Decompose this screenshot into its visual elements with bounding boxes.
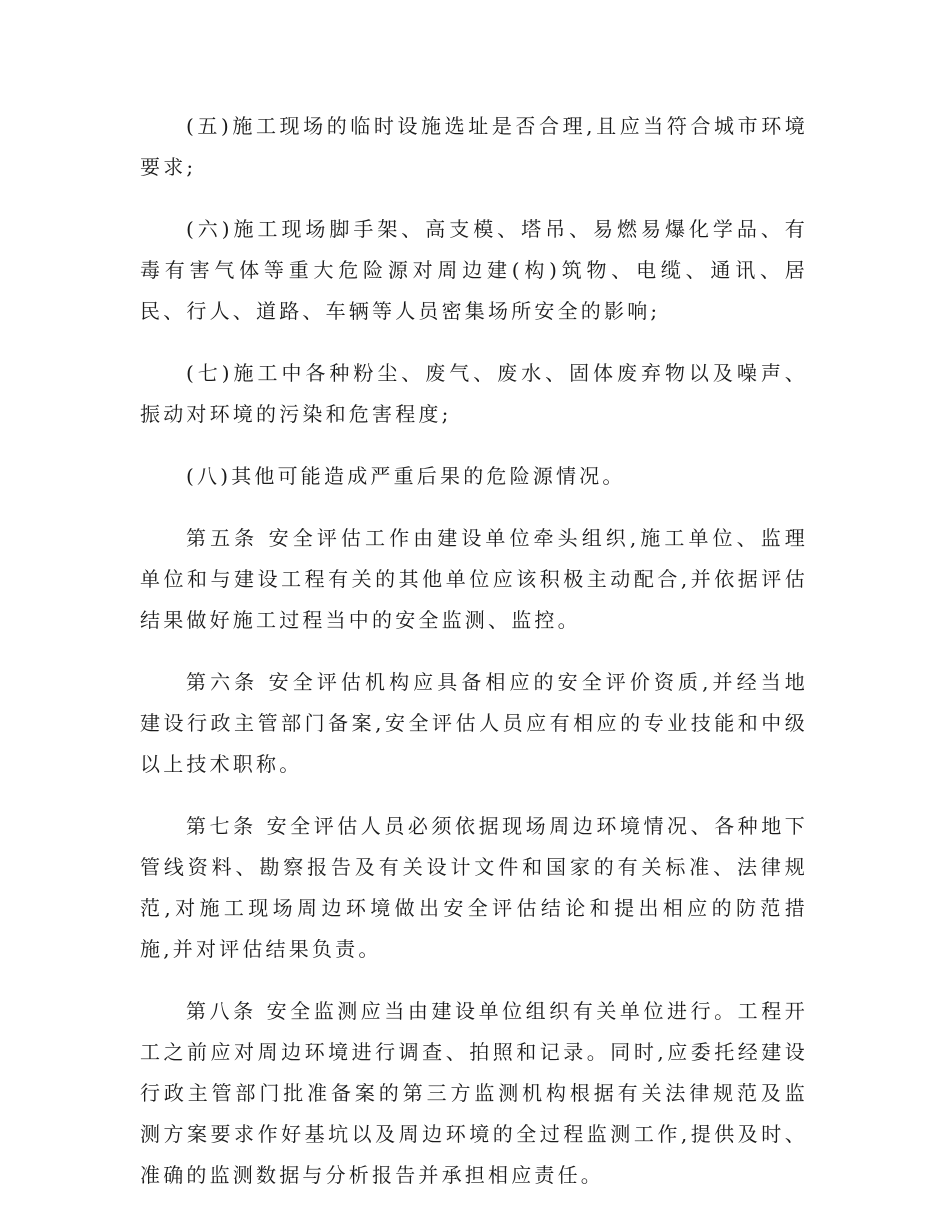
article-7-paragraph: 第七条 安全评估人员必须依据现场周边环境情况、各种地下管线资料、勘察报告及有关设计文件和国家的有关标准、法律规范,对施工现场周边环境做出安全评估结论和提出相应的防范措施,并对评估结果负责。	[140, 814, 808, 961]
article-8-paragraph: 第八条 安全监测应当由建设单位组织有关单位进行。工程开工之前应对周边环境进行调查、拍照和记录。同时,应委托经建设行政主管部门批准备案的第三方监测机构根据有关法律规范及监测方案要求作好基坑以及周边环境的全过程监测工作,提供及时、准确的监测数据与分析报告并承担相应责任。	[140, 999, 808, 1187]
paragraph-item-6: (六)施工现场脚手架、高支模、塔吊、易燃易爆化学品、有毒有害气体等重大危险源对周边建(构)筑物、电缆、通讯、居民、行人、道路、车辆等人员密集场所安全的影响;	[140, 217, 808, 323]
paragraph-item-7: (七)施工中各种粉尘、废气、废水、固体废弃物以及噪声、振动对环境的污染和危害程度;	[140, 361, 808, 426]
paragraph-item-8: (八)其他可能造成严重后果的危险源情况。	[186, 464, 626, 488]
document-body	[140, 106, 808, 1217]
paragraph-item-5: (五)施工现场的临时设施选址是否合理,且应当符合城市环境要求;	[140, 114, 808, 179]
article-6-paragraph: 第六条 安全评估机构应具备相应的安全评价资质,并经当地建设行政主管部门备案,安全评估人员应有相应的专业技能和中级以上技术职称。	[140, 670, 808, 776]
article-5-paragraph: 第五条 安全评估工作由建设单位牵头组织,施工单位、监理单位和与建设工程有关的其他单位应该积极主动配合,并依据评估结果做好施工过程当中的安全监测、监控。	[140, 526, 808, 632]
